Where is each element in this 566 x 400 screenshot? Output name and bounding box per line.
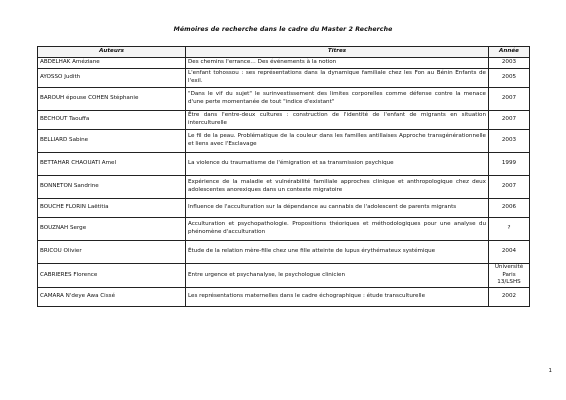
table-row <box>38 111 530 130</box>
table-row <box>38 287 530 306</box>
table-row <box>38 69 530 88</box>
cell-titre: L'enfant tohossou : ses représentations dans la dynamique familiale chez les Fon au Bénin Enfants de l'exil. <box>186 69 489 88</box>
cell-auteur: CAMARA N'deye Awa Cissé <box>38 287 186 306</box>
table-row <box>38 218 530 241</box>
page-number: 1 <box>548 368 552 374</box>
table-row <box>38 264 530 288</box>
cell-titre: La violence du traumatisme de l'émigration et sa transmission psychique <box>186 153 489 176</box>
table-header-row <box>38 47 530 58</box>
cell-annee: ? <box>489 218 530 241</box>
header-auteurs: Auteurs <box>38 47 186 58</box>
cell-auteur: BONNETON Sandrine <box>38 176 186 199</box>
cell-annee: 1999 <box>489 153 530 176</box>
table-row <box>38 88 530 111</box>
cell-annee: 2003 <box>489 58 530 69</box>
cell-titre: Les représentations maternelles dans le cadre échographique : étude transculturelle <box>186 287 489 306</box>
cell-titre: Acculturation et psychopathologie. Propositions théoriques et méthodologiques pour une analyse du phénomène d'acculturation <box>186 218 489 241</box>
cell-titre: Étude de la relation mère-fille chez une fille atteinte de lupus érythémateux systémique <box>186 241 489 264</box>
cell-titre: Expérience de la maladie et vulnérabilité familiale approches clinique et anthropologique chez deux adolescentes anorexiques dans un contexte migratoire <box>186 176 489 199</box>
table-row <box>38 199 530 218</box>
page-title: Mémoires de recherche dans le cadre du Master 2 Recherche <box>173 26 393 33</box>
cell-annee: 2007 <box>489 111 530 130</box>
cell-annee: Université Paris 13/LSHS <box>489 264 530 288</box>
cell-auteur: BETTAHAR CHAOUATI Amel <box>38 153 186 176</box>
cell-auteur: BELLIARD Sabine <box>38 130 186 153</box>
cell-annee: 2007 <box>489 176 530 199</box>
header-annee: Année <box>489 47 530 58</box>
cell-auteur: BOUCHE FLORIN Laëtitia <box>38 199 186 218</box>
table-row <box>38 58 530 69</box>
cell-annee: 2004 <box>489 241 530 264</box>
table-row <box>38 241 530 264</box>
cell-titre: Être dans l'entre-deux cultures : construction de l'identité de l'enfant de migrants en situation interculturelle <box>186 111 489 130</box>
cell-annee: 2003 <box>489 130 530 153</box>
cell-titre: "Dans le vif du sujet" le surinvestissement des limites corporelles comme défense contre la menace d'une perte momentanée de tout "indice d'existant" <box>186 88 489 111</box>
table-row <box>38 130 530 153</box>
cell-auteur: BECHOUT Taouffa <box>38 111 186 130</box>
cell-titre: Entre urgence et psychanalyse, le psychologue clinicien <box>186 264 489 288</box>
cell-auteur: CABRIERES Florence <box>38 264 186 288</box>
cell-auteur: BRICOU Olivier <box>38 241 186 264</box>
cell-auteur: AYOSSO Judith <box>38 69 186 88</box>
cell-annee: 2005 <box>489 69 530 88</box>
cell-titre: Des chemins l'errance… Des événements à la notion <box>186 58 489 69</box>
cell-auteur: BOUZNAH Serge <box>38 218 186 241</box>
cell-auteur: BAROUH épouse COHEN Stéphanie <box>38 88 186 111</box>
cell-annee: 2002 <box>489 287 530 306</box>
cell-annee: 2006 <box>489 199 530 218</box>
header-titres: Titres <box>186 47 489 58</box>
cell-titre: Le fil de la peau. Problématique de la couleur dans les familles antillaises Approche transgénérationnelle et liens avec l'Esclavage <box>186 130 489 153</box>
cell-auteur: ABDELHAK Améziane <box>38 58 186 69</box>
memoires-table <box>37 46 530 307</box>
cell-titre: Influence de l'acculturation sur la dépendance au cannabis de l'adolescent de parents migrants <box>186 199 489 218</box>
cell-annee: 2007 <box>489 88 530 111</box>
table-row <box>38 176 530 199</box>
table-row <box>38 153 530 176</box>
